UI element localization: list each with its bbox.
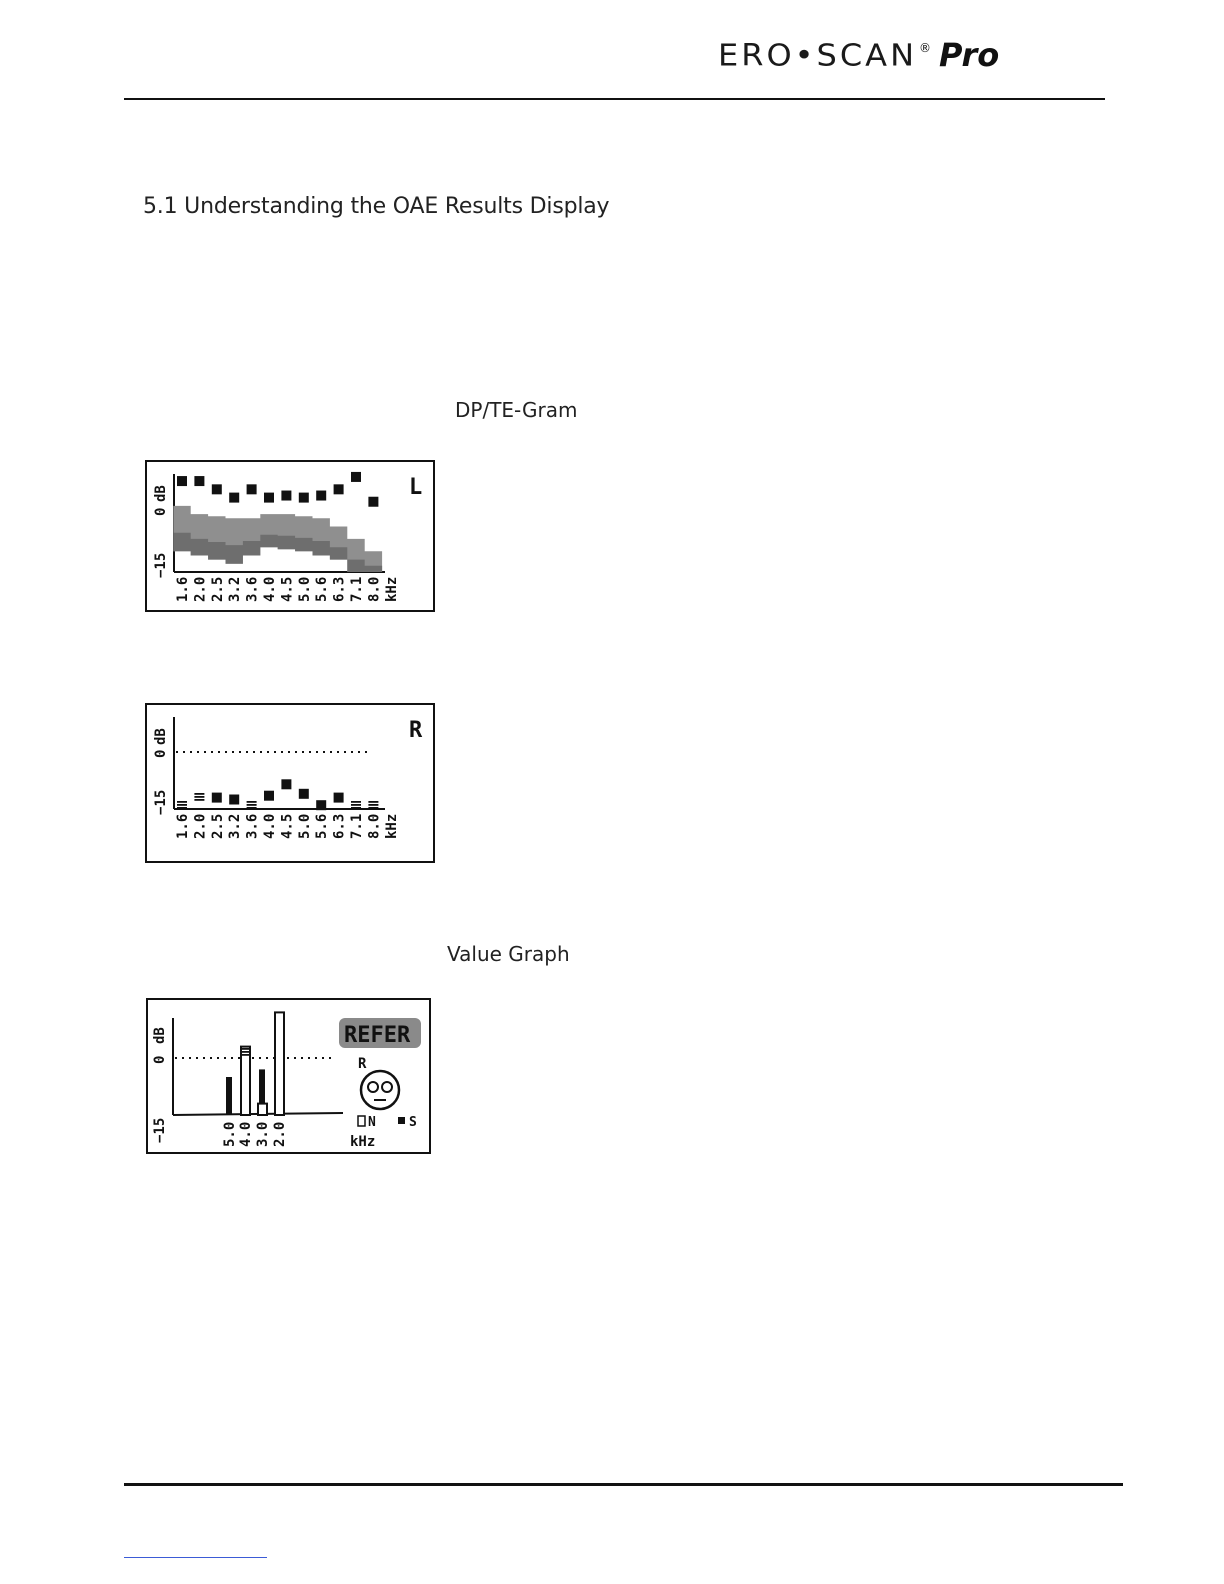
y-tick-label: −15	[152, 1117, 168, 1143]
x-tick-label: 3.0	[255, 1121, 271, 1147]
x-tick-label: 2.0	[192, 576, 209, 602]
y-axis-label: dB	[153, 485, 169, 502]
below-noise-marker	[247, 804, 257, 806]
y-tick-label: 0	[153, 507, 169, 516]
below-noise-marker	[351, 807, 361, 809]
caption-dp-te-gram: DP/TE-Gram	[455, 398, 578, 422]
brand-registered-mark: ®	[919, 41, 931, 55]
x-tick-label: 5.0	[296, 576, 313, 602]
data-point	[299, 789, 309, 799]
y-tick-label: −15	[153, 789, 169, 815]
x-axis-label: kHz	[383, 576, 400, 602]
x-tick-label: 7.1	[349, 813, 365, 839]
data-point	[194, 476, 204, 486]
below-noise-marker	[368, 807, 378, 809]
data-point	[316, 800, 326, 810]
data-point	[212, 793, 222, 803]
y-axis-label: dB	[153, 728, 169, 745]
x-tick-label: 3.2	[227, 576, 244, 602]
below-noise-marker	[241, 1054, 249, 1056]
result-label: REFER	[344, 1023, 411, 1048]
data-point	[229, 795, 239, 805]
data-point	[264, 493, 274, 503]
x-tick-label: 5.6	[314, 576, 331, 602]
below-noise-marker	[368, 804, 378, 806]
face-icon	[361, 1071, 399, 1109]
below-noise-marker	[177, 807, 187, 809]
x-tick-label: 2.5	[209, 576, 226, 602]
data-point	[229, 493, 239, 503]
brand-name: ERO•SCAN	[718, 36, 917, 74]
face-eye-left	[368, 1082, 378, 1092]
x-tick-label: 3.6	[244, 813, 261, 839]
x-tick-label: 4.0	[238, 1121, 254, 1147]
noise-bar	[275, 1012, 284, 1115]
below-noise-marker	[368, 801, 378, 803]
x-tick-label: 1.6	[175, 813, 191, 839]
data-point	[264, 791, 274, 801]
below-noise-marker	[194, 796, 204, 798]
x-tick-label: 5.0	[222, 1121, 238, 1147]
data-point	[247, 484, 257, 494]
data-point	[334, 793, 344, 803]
ear-label: R	[409, 718, 423, 743]
ear-label: L	[409, 475, 423, 500]
x-tick-label: 6.3	[331, 576, 348, 602]
y-tick-label: 0	[152, 1055, 168, 1064]
x-tick-label: 8.0	[366, 576, 383, 602]
data-point	[368, 497, 378, 507]
x-tick-label: 2.0	[192, 813, 209, 839]
signal-bar	[226, 1077, 232, 1115]
dp-gram-left-chart	[147, 462, 433, 610]
legend-signal-swatch	[398, 1117, 405, 1124]
below-noise-marker	[177, 801, 187, 803]
x-axis-label: kHz	[383, 813, 400, 839]
value-graph-screen	[146, 998, 431, 1154]
caption-value-graph: Value Graph	[447, 942, 570, 966]
below-noise-marker	[351, 801, 361, 803]
legend-noise-swatch	[358, 1116, 365, 1126]
data-point	[212, 484, 222, 494]
legend-noise-label: N	[368, 1115, 376, 1130]
x-tick-label: 7.1	[349, 576, 365, 602]
y-tick-label: 0	[153, 749, 169, 758]
dp-gram-right-chart	[147, 705, 433, 861]
ear-label: R	[358, 1056, 367, 1072]
data-point	[351, 472, 361, 482]
x-tick-label: 5.0	[296, 813, 313, 839]
data-point	[299, 493, 309, 503]
x-tick-label: 4.0	[262, 576, 278, 602]
below-noise-marker	[194, 793, 204, 795]
face-eye-right	[382, 1082, 392, 1092]
below-noise-marker	[241, 1051, 249, 1053]
below-noise-marker	[177, 804, 187, 806]
x-tick-label: 2.0	[272, 1121, 288, 1147]
x-tick-label: 5.6	[314, 813, 331, 839]
below-noise-marker	[351, 804, 361, 806]
x-tick-label: 8.0	[366, 813, 383, 839]
dp-gram-right-screen	[145, 703, 435, 863]
noise-bar	[241, 1047, 250, 1115]
below-noise-marker	[241, 1048, 249, 1050]
brand-logo	[718, 36, 999, 80]
below-noise-marker	[247, 807, 257, 809]
x-tick-label: 4.0	[262, 813, 278, 839]
data-point	[334, 484, 344, 494]
x-axis-label: kHz	[350, 1134, 376, 1150]
data-point	[177, 476, 187, 486]
footer-rule	[124, 1483, 1123, 1486]
below-noise-marker	[194, 799, 204, 801]
x-tick-label: 3.2	[227, 813, 244, 839]
x-tick-label: 1.6	[175, 576, 191, 602]
x-tick-label: 4.5	[279, 576, 296, 602]
dp-gram-left-screen	[145, 460, 435, 612]
x-tick-label: 4.5	[279, 813, 296, 839]
footer-link-underline	[124, 1557, 267, 1558]
below-noise-marker	[247, 801, 257, 803]
noise-bar	[258, 1104, 267, 1115]
data-point	[316, 491, 326, 501]
section-title: 5.1 Understanding the OAE Results Display	[143, 194, 610, 219]
data-point	[281, 491, 291, 501]
value-graph-chart	[148, 1000, 429, 1152]
x-tick-label: 3.6	[244, 576, 261, 602]
legend-signal-label: S	[409, 1115, 417, 1130]
brand-suffix: Pro	[939, 36, 1000, 74]
data-point	[281, 779, 291, 789]
y-tick-label: −15	[153, 552, 169, 578]
x-tick-label: 2.5	[209, 813, 226, 839]
y-axis-label: dB	[152, 1027, 168, 1044]
header-rule	[124, 98, 1105, 100]
x-tick-label: 6.3	[331, 813, 348, 839]
